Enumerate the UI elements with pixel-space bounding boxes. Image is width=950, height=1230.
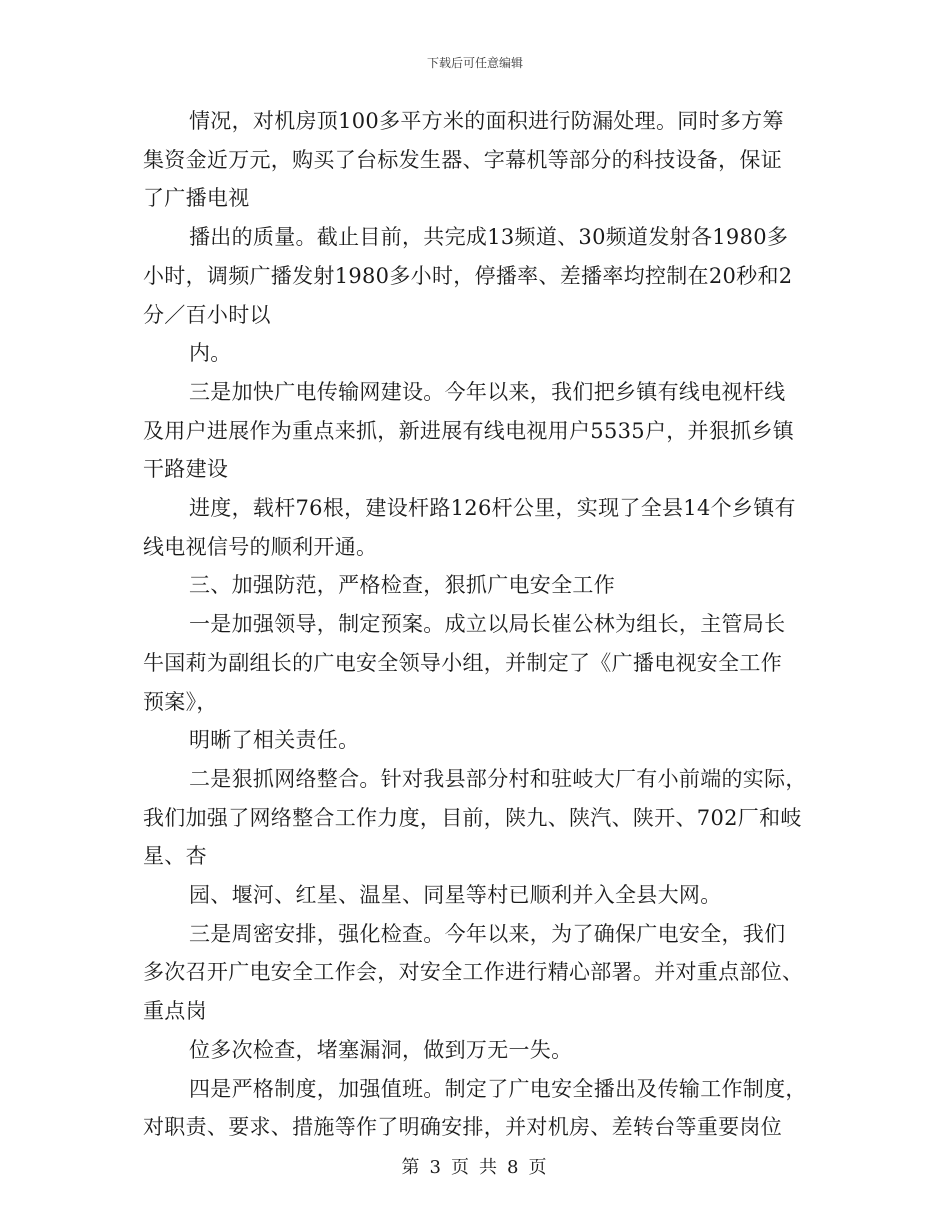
footer-page-number: 3: [429, 1157, 443, 1178]
text-line: 四是严格制度，加强值班。制定了广电安全播出及传输工作制度，: [189, 1076, 807, 1101]
text-line: 内。: [189, 341, 232, 366]
text-line: 一是加强领导，制定预案。成立以局长崔公林为组长，主管局长: [189, 612, 786, 637]
text-line: 明晰了相关责任。: [189, 728, 360, 753]
text-line: 位多次检查，堵塞漏洞，做到万无一失。: [189, 1037, 573, 1062]
footer-suffix: 页: [528, 1157, 549, 1178]
text-line: 及用户进展作为重点来抓，新进展有线电视用户5535户，并狠抓乡镇: [143, 418, 795, 443]
text-line: 星、杏: [143, 844, 207, 869]
text-line: 进度，载杆76根，建设杆路126杆公里，实现了全县14个乡镇有: [189, 496, 796, 520]
footer-page-label: 页: [451, 1157, 471, 1178]
text-line: 二是狠抓网络整合。针对我县部分村和驻岐大厂有小前端的实际，: [189, 766, 807, 791]
footer-total-pages: 8: [507, 1157, 521, 1178]
page-footer: [0, 1153, 950, 1179]
text-line: 园、堰河、红星、温星、同星等村已顺利并入全县大网。: [189, 883, 722, 907]
text-line: 三是周密安排，强化检查。今年以来，为了确保广电安全，我们: [189, 921, 786, 946]
text-line: 集资金近万元，购买了台标发生器、字幕机等部分的科技设备，保证: [143, 147, 782, 172]
page-header: 下载后可任意编辑: [426, 56, 523, 70]
text-line: 三是加快广电传输网建设。今年以来，我们把乡镇有线电视杆线: [189, 379, 786, 404]
text-line: 三、加强防范，严格检查，狠抓广电安全工作: [189, 573, 615, 598]
text-line: 多次召开广电安全工作会，对安全工作进行精心部署。并对重点部位、: [143, 960, 804, 985]
footer-prefix: 第: [401, 1157, 422, 1178]
text-line: 对职责、要求、措施等作了明确安排，并对机房、差转台等重要岗位: [143, 1115, 782, 1140]
text-line: 牛国莉为副组长的广电安全领导小组，并制定了《广播电视安全工作: [143, 650, 782, 675]
text-line: 重点岗: [143, 999, 207, 1024]
text-line: 线电视信号的顺利开通。: [143, 534, 378, 559]
text-line: 小时，调频广播发射1980多小时，停播率、差播率均控制在20秒和2: [143, 263, 793, 288]
text-line: 分／百小时以: [143, 302, 271, 327]
footer-total-label: 共: [479, 1157, 499, 1178]
text-line: 我们加强了网络整合工作力度，目前，陕九、陕汽、陕开、702厂和岐: [143, 805, 802, 830]
text-line: 情况，对机房顶100多平方米的面积进行防漏处理。同时多方筹: [189, 109, 784, 133]
text-line: 预案》，: [143, 689, 218, 714]
text-line: 播出的质量。截止目前，共完成13频道、30频道发射各1980多: [189, 225, 789, 250]
text-line: 干路建设: [143, 457, 229, 482]
text-line: 了广播电视: [143, 186, 250, 211]
